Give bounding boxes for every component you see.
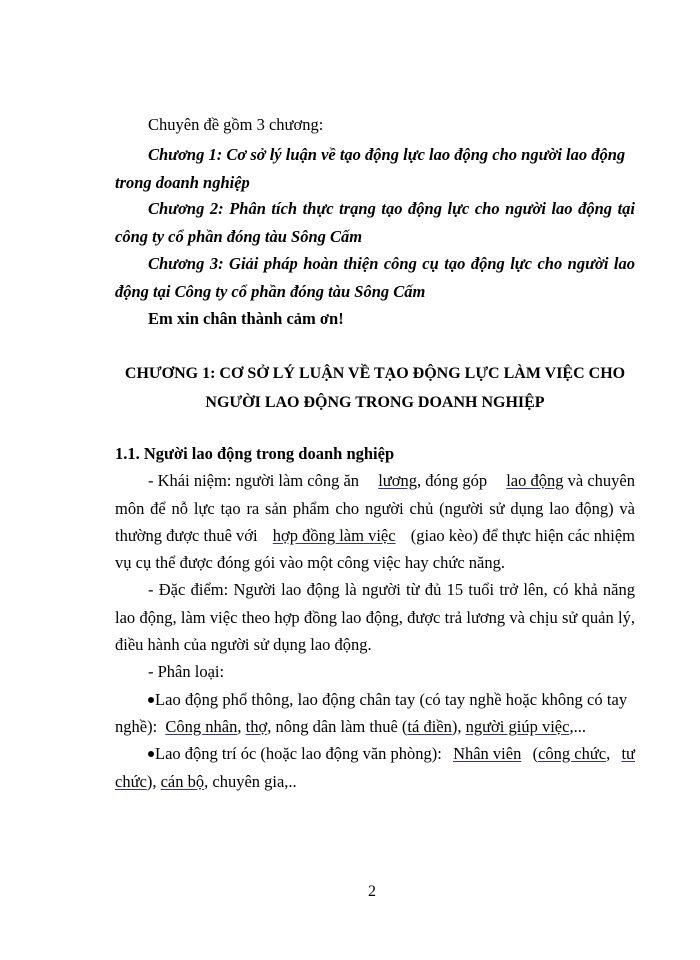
- link-cong-nhan[interactable]: Công nhân: [165, 717, 238, 736]
- item-2-text-5: , chuyên gia,..: [204, 772, 297, 791]
- link-can-bo[interactable]: cán bộ: [160, 772, 205, 791]
- item-1-text-3: , nông dân làm thuê (: [267, 717, 408, 736]
- chapter-2-line-1: Chương 2: Phân tích thực trạng tạo động lực cho người lao động tại: [148, 199, 635, 218]
- item-1-text-1: Lao động phổ thông, lao động chân tay (có tay nghề hoặc không có tay: [155, 690, 628, 709]
- bullet-icon: [148, 697, 154, 703]
- link-tho[interactable]: thợ: [245, 717, 268, 736]
- section-heading: 1.1. Người lao động trong doanh nghiệp: [115, 444, 395, 463]
- page-number: 2: [368, 883, 376, 900]
- concept-text-5: (giao kèo) để thực hiện các nhiệm: [410, 526, 635, 545]
- concept-text-2: , đóng góp: [416, 471, 488, 490]
- chapter-3-line-2: động tại Công ty cổ phần đóng tàu Sông Cấm: [115, 282, 426, 301]
- chapter-heading-line-2: NGƯỜI LAO ĐỘNG TRONG DOANH NGHIỆP: [205, 394, 545, 411]
- features-line-1: - Đặc điểm: Người lao động là người từ đủ 15 tuổi trở lên, có khả năng: [148, 580, 635, 599]
- chapter-1-title-part-1: Chương 1: Cơ sở lý luận về tạo động lực lao động cho người lao động: [148, 145, 626, 164]
- item-2-text-4: ),: [146, 772, 157, 791]
- item-1-text-5: ,...: [569, 717, 586, 736]
- chapter-heading-line-1: CHƯƠNG 1: CƠ SỞ LÝ LUẬN VỀ TẠO ĐỘNG LỰC LÀM VIỆC CHO: [124, 365, 626, 382]
- chapter-2-line-2: công ty cổ phần đóng tàu Sông Cấm: [115, 227, 363, 246]
- classification-item-2-line-1: [148, 746, 635, 763]
- chapter-3-line-1: Chương 3: Giải pháp hoàn thiện công cụ tạo động lực cho người lao: [148, 254, 635, 273]
- concept-line-1: [148, 473, 635, 490]
- link-luong[interactable]: lương: [378, 471, 417, 490]
- classification-item-1-line-2: [115, 719, 586, 736]
- classification-label: - Phân loại:: [148, 662, 225, 681]
- link-lao-dong[interactable]: lao động: [506, 471, 564, 490]
- classification-item-1-line-1: [148, 692, 635, 709]
- concept-line-4: vụ cụ thể được đóng gói vào một công việc hay chức năng.: [115, 553, 505, 572]
- link-hop-dong-lam-viec[interactable]: hợp đồng làm việc: [272, 526, 396, 545]
- link-chuc[interactable]: chức: [115, 772, 147, 791]
- classification-item-2-line-2: [115, 774, 297, 791]
- item-2-text-2: (: [532, 744, 539, 763]
- item-1-sep: ,: [237, 717, 242, 736]
- concept-line-3: [115, 528, 635, 545]
- bullet-icon: [148, 751, 154, 757]
- item-1-text-2: nghề):: [115, 717, 158, 736]
- features-line-3: điều hành của người sử dụng lao động.: [115, 635, 372, 654]
- thanks-line: Em xin chân thành cảm ơn!: [148, 309, 344, 328]
- intro-line: Chuyên đề gồm 3 chương:: [148, 115, 324, 134]
- item-2-text-1: Lao động trí óc (hoặc lao động văn phòng):: [155, 744, 442, 763]
- chapter-1-line-1: [148, 147, 635, 164]
- link-ta-dien[interactable]: tá điền: [407, 717, 452, 736]
- chapter-1-line-2: trong doanh nghiệp: [115, 173, 250, 192]
- link-nhan-vien[interactable]: Nhân viên: [453, 744, 522, 763]
- link-tu[interactable]: tư: [621, 744, 635, 763]
- item-2-text-3: ,: [606, 744, 611, 763]
- concept-text-3: và chuyên: [567, 471, 635, 490]
- features-line-2: lao động, làm việc theo hợp đồng lao động, được trả lương và chịu sử quản lý,: [115, 608, 635, 627]
- concept-text-4: thường được thuê với: [115, 526, 258, 545]
- link-nguoi-giup-viec[interactable]: người giúp việc: [465, 717, 570, 736]
- link-cong-chuc[interactable]: công chức: [538, 744, 607, 763]
- concept-text-1: - Khái niệm: người làm công ăn: [148, 471, 360, 490]
- item-1-text-4: ),: [451, 717, 462, 736]
- concept-line-2: môn để nỗ lực tạo ra sản phẩm cho người chủ (người sử dụng lao động) và: [115, 499, 635, 518]
